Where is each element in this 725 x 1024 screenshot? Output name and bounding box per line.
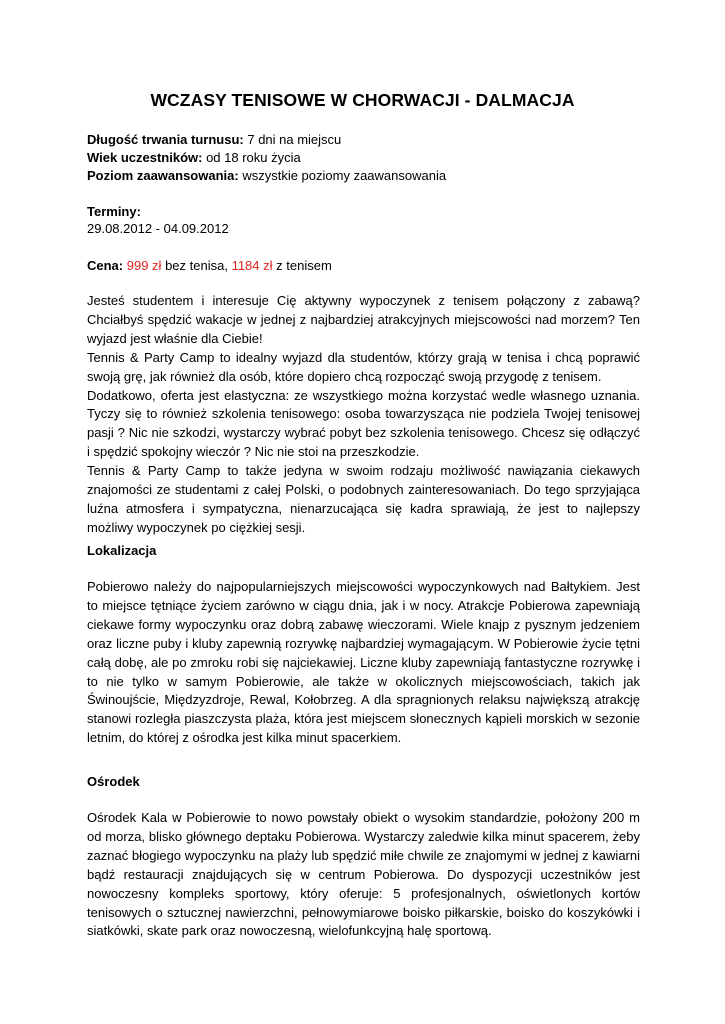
level-label: Poziom zaawansowania: xyxy=(87,168,239,183)
price-label: Cena: xyxy=(87,258,124,273)
page-title: WCZASY TENISOWE W CHORWACJI - DALMACJA xyxy=(150,90,575,110)
price-without-tennis: 999 zł xyxy=(126,258,162,273)
price-text-2: z tenisem xyxy=(272,258,332,273)
duration-value: 7 dni na miejscu xyxy=(243,132,342,147)
intro-paragraph: Tennis & Party Camp to idealny wyjazd dla studentów, którzy grają w tenisa i chcą poprawić swoją grę, jak również dla osób, które dopiero chcą rozpocząć swoją przygodę z tenisem. xyxy=(87,349,640,384)
age-label: Wiek uczestników: xyxy=(87,150,203,165)
level-line xyxy=(87,167,640,185)
location-paragraph: Pobierowo należy do najpopularniejszych miejscowości wypoczynkowych nad Bałtykiem. Jest to miejsce tętniące życiem zarówno w ciągu dnia, jak i w nocy. Atrakcje Pobierowa zapewniają ciekawe formy wypoczynku oraz dobrą zabawę wieczorami. Wiele knajp z pysznym jedzeniem oraz liczne puby i kluby zapewnią rozrywkę najbardziej wymagającym. W Pobierowie życie tętni całą dobę, ale po zmroku robi się najciekawiej. Liczne kluby zapewniają fantastyczne rozrywkę i to nie tylko w samym Pobierowie, ale także w okolicznych miejscowościach, takich jak Świnoujście, Międzyzdroje, Rewal, Kołobrzeg. A dla spragnionych relaksu największą atrakcję stanowi rozległa piaszczysta plaża, która jest miejscem słonecznych kąpieli morskich w sezonie letnim, do której z ośrodka jest kilka minut spacerkiem. xyxy=(87,579,640,746)
intro-paragraph: Jesteś studentem i interesuje Cię aktywny wypoczynek z tenisem połączony z zabawą? Chciałbyś spędzić wakacje w jednej z najbardziej atrakcyjnych miejscowości nad morzem? Ten wyjazd jest właśnie dla Ciebie! xyxy=(87,293,640,346)
center-heading: Ośrodek xyxy=(87,774,140,789)
intro-paragraph: Tennis & Party Camp to także jedyna w swoim rodzaju możliwość nawiązania ciekawych znajomości ze studentami z całej Polski, o podobnych zainteresowaniach. Do tego sprzyjająca luźna atmosfera i sympatyczna, nienarzucająca się kadra sprawiają, że jest to najlepszy możliwy wypoczynek po ciężkiej sesji. xyxy=(87,463,640,535)
center-section xyxy=(87,809,640,941)
price-line xyxy=(87,257,640,275)
intro-paragraph: Dodatkowo, oferta jest elastyczna: ze wszystkiego można korzystać wedle własnego uznania. Tyczy się to również szkolenia tenisowego: osoba towarzysząca nie podziela Twojej tenisowej pasji ? Nic nie szkodzi, wystarczy wybrać pobyt bez szkolenia tenisowego. Chcesz się odłączyć i spędzić spokojny wieczór ? Nic nie stoi na przeszkodzie. xyxy=(87,387,640,460)
center-paragraph: Ośrodek Kala w Pobierowie to nowo powstały obiekt o wysokim standardzie, położony 200 m od morza, blisko głównego deptaku Pobierowa. Wystarczy zaledwie kilka minut spacerem, żeby zaznać błogiego wypoczynku na plaży lub spędzić miłe chwile ze znajomymi w jednej z kawiarni bądź restauracji znajdujących się w centrum Pobierowa. Do dyspozycji uczestników jest nowoczesny kompleks sportowy, który oferuje: 5 profesjonalnych, oświetlonych kortów tenisowych o sztucznej nawierzchni, pełnowymiarowe boisko piłkarskie, boisko do koszykówki i siatkówki, skate park oraz nowoczesną, wielofunkcyjną halę sportową. xyxy=(87,810,640,939)
duration-line xyxy=(87,131,640,149)
terms-dates: 29.08.2012 - 04.09.2012 xyxy=(87,221,229,236)
age-line xyxy=(87,149,640,167)
intro-section xyxy=(87,292,640,538)
terms-label: Terminy: xyxy=(87,204,141,219)
location-section xyxy=(87,578,640,748)
price-with-tennis: 1184 zł xyxy=(231,258,273,273)
location-heading: Lokalizacja xyxy=(87,543,157,558)
level-value: wszystkie poziomy zaawansowania xyxy=(238,168,447,183)
price-text-1: bez tenisa, xyxy=(161,258,232,273)
duration-label: Długość trwania turnusu: xyxy=(87,132,244,147)
age-value: od 18 roku życia xyxy=(202,150,301,165)
